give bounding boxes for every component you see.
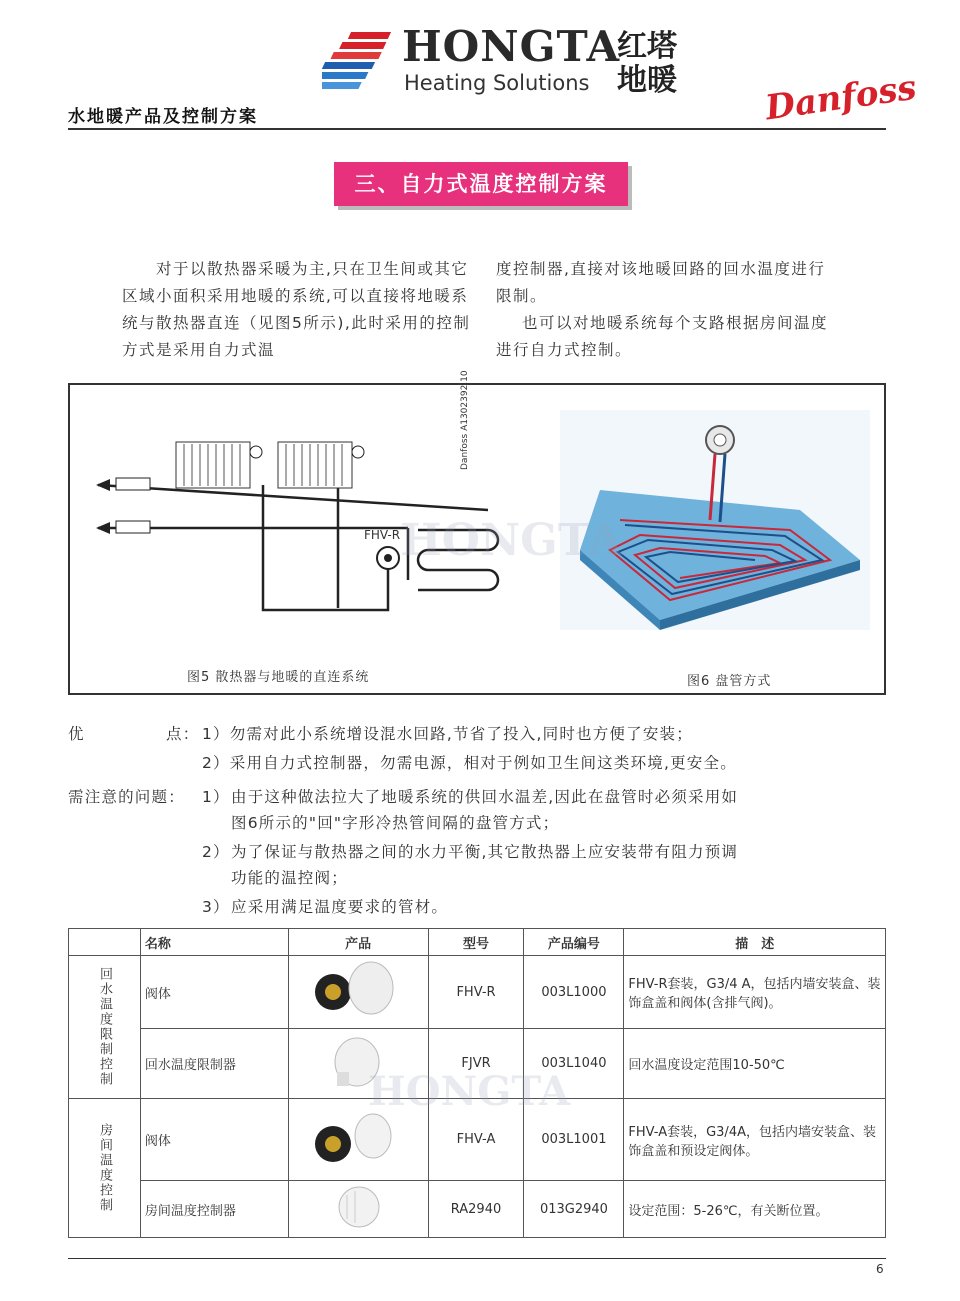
row-desc: FHV-A套装，G3/4A，包括内墙安装盒、装饰盒盖和预设定阀体。 — [624, 1099, 886, 1181]
brand-chinese-name: 红塔地暖 — [617, 29, 677, 98]
advantages-label-b: 点： — [166, 725, 200, 743]
valve-body-a-image-icon — [293, 1106, 413, 1170]
watermark-table: HONGTA — [368, 1068, 570, 1115]
group-label-cell — [69, 956, 141, 1099]
figure6-caption: 图6 盘管方式 — [687, 674, 772, 689]
note-3-num: 3） — [202, 898, 230, 916]
notes-label: 需注意的问题： — [68, 788, 185, 806]
advantages-label-a: 优 — [68, 725, 85, 743]
intro-left-paragraph: 对于以散热器采暖为主,只在卫生间或其它区域小面积采用地暖的系统,可以直接将地暖系统与散热器直连（见图5所示),此时采用的控制方式是采用自力式温 — [122, 260, 471, 359]
row-code: 003L1040 — [524, 1029, 624, 1099]
note-2-line-1: 为了保证与散热器之间的水力平衡,其它散热器上应安装带有阻力预调 — [231, 843, 739, 861]
row-code: 003L1001 — [524, 1099, 624, 1181]
note-2-line-2: 功能的温控阀； — [231, 869, 348, 887]
row-desc: FHV-R套装，G3/4 A，包括内墙安装盒、装饰盒盖和阀体(含排气阀)。 — [624, 956, 886, 1029]
row-model: FHV-A — [428, 1099, 524, 1181]
figure5-ref-code: Danfoss A1302392.10 — [460, 370, 470, 470]
row-model: FJVR — [428, 1029, 524, 1099]
watermark-figure: HONGTA — [400, 515, 623, 566]
table-row — [69, 1181, 886, 1238]
row-name: 回水温度限制器 — [140, 1029, 288, 1099]
section-title: 三、自力式温度控制方案 — [334, 162, 628, 206]
row-model: RA2940 — [428, 1181, 524, 1238]
document-title: 水地暖产品及控制方案 — [68, 107, 258, 127]
note-3-line-1: 应采用满足温度要求的管材。 — [231, 898, 449, 916]
valve-label: FHV-R — [364, 528, 401, 542]
row-name: 阀体 — [140, 1099, 288, 1181]
row-desc: 设定范围：5-26℃，有关断位置。 — [624, 1181, 886, 1238]
danfoss-logo: Danfoss — [762, 67, 919, 129]
row-model: FHV-R — [428, 956, 524, 1029]
row-name: 阀体 — [140, 956, 288, 1029]
figure5-caption: 图5 散热器与地暖的直连系统 — [187, 670, 370, 685]
table-row — [69, 956, 886, 1029]
table-header-product: 产品 — [288, 929, 428, 956]
footer-divider — [68, 1258, 886, 1259]
table-header-model: 型号 — [428, 929, 524, 956]
advantage-item-2: 2）采用自力式控制器，勿需电源，相对于例如卫生间这类环境,更安全。 — [202, 754, 737, 772]
brand-subtitle: Heating Solutions — [404, 71, 590, 95]
intro-right-paragraph: 度控制器,直接对该地暖回路的回水温度进行限制。 — [496, 260, 826, 305]
note-2-num: 2） — [202, 843, 230, 861]
group-label: 房间温度控制 — [96, 1123, 112, 1213]
table-header-desc: 描 述 — [624, 929, 886, 956]
hongta-logo-icon — [322, 30, 398, 94]
group-label: 回水温度限制控制 — [96, 967, 112, 1087]
group-label-cell — [69, 1099, 141, 1238]
note-1-line-1: 由于这种做法拉大了地暖系统的供回水温差,因此在盘管时必须采用如 — [231, 788, 739, 806]
row-product-image — [288, 1181, 428, 1238]
table-header-empty — [69, 929, 141, 956]
table-header-row — [69, 929, 886, 956]
advantage-item-1: 1）勿需对此小系统增设混水回路,节省了投入,同时也方便了安装； — [202, 725, 693, 743]
table-header-name: 名称 — [140, 929, 288, 956]
note-1-num: 1） — [202, 788, 230, 806]
page-number: 6 — [876, 1262, 884, 1276]
row-product-image — [288, 956, 428, 1029]
row-name: 房间温度控制器 — [140, 1181, 288, 1238]
valve-body-image-icon — [293, 958, 413, 1022]
row-desc: 回水温度设定范围10-50℃ — [624, 1029, 886, 1099]
header-divider — [68, 128, 886, 130]
room-controller-image-icon — [293, 1183, 413, 1231]
brand-name: HONGTA — [402, 22, 621, 71]
row-code: 003L1000 — [524, 956, 624, 1029]
row-code: 013G2940 — [524, 1181, 624, 1238]
intro-right-paragraph-2: 也可以对地暖系统每个支路根据房间温度进行自力式控制。 — [496, 314, 829, 359]
note-1-line-2: 图6所示的"回"字形冷热管间隔的盘管方式； — [231, 814, 560, 832]
table-header-code: 产品编号 — [524, 929, 624, 956]
